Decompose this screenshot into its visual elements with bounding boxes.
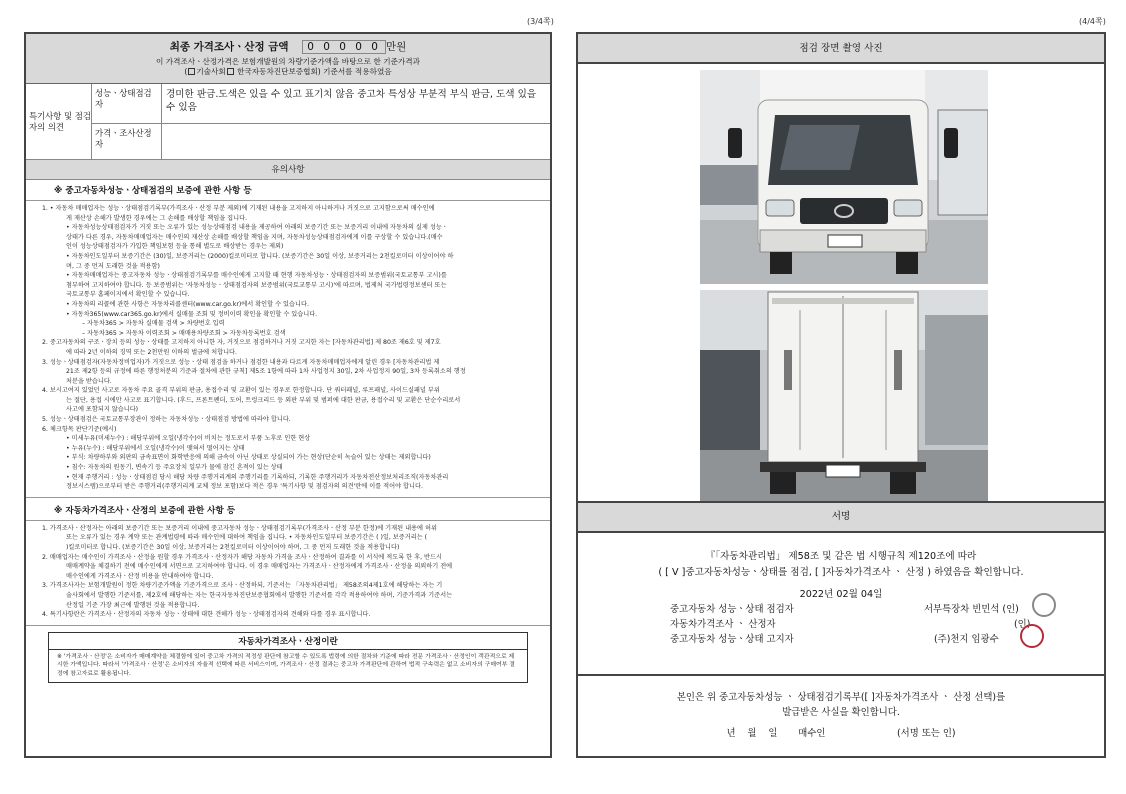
notice-line: )킬로미터로 합니다. (보증기간은 30일 이상, 보증거리는 2천킬로미터 이상이어야 하며, 그 중 먼저 도래한 것을 적용합니다) [66, 544, 400, 551]
appraiser-opinion-head: 가격ㆍ조사산정자 [92, 124, 162, 159]
appraiser-opinion-text [162, 124, 550, 159]
signature-title: 서명 [578, 501, 1104, 533]
law-line-2: ( [ V ]중고자동차성능ㆍ상태를 점검, [ ]자동차가격조사 ㆍ 산정 ) 하였음을 확인합니다. [658, 567, 1024, 578]
performance-warranty-heading: ※ 중고자동차성능ㆍ상태점검의 보증에 관한 사항 등 [54, 186, 252, 196]
notice-line: 인이 성능상태점검자가 가입한 책임보험 등을 통해 별도로 배상받는 경우는 제외) [66, 243, 284, 251]
notice-line: – 자동차365 > 자동차 이력조회 > 매매용차량조회 > 자동차등록번호 검색 [82, 329, 286, 337]
price-basis-line2: ( 기술사회 한국자동차진단보증협회) 기준서를 적용하였음 [184, 67, 392, 76]
notice-line: • 부식: 차량하부와 외판의 금속표면이 화학반응에 의해 금속이 아닌 상태로 상실되어 가는 현상(단순히 녹슬어 있는 상태는 제외합니다) [66, 454, 431, 462]
notice-line: 3. 가격조사자는 보험개발원이 정한 차량기준가액을 기준가격으로 조사ㆍ산정하되, 기준서는 「자동차관리법」 제58조의4제1호에 해당하는 자는 기 [42, 582, 443, 590]
right-page [576, 32, 1106, 758]
price-amount: 0 0 0 0 0 [302, 40, 386, 54]
inspector-name: 서부특장차 빈민석 (인) [924, 604, 1019, 615]
notice-title: 유의사항 [26, 160, 550, 180]
notice-line: – 자동차365 > 자동차 실매물 검색 > 차량번호 입력 [82, 320, 225, 328]
notice-line: 게 재산상 손해가 발생한 경우에는 그 손해를 배상할 책임을 집니다. [66, 214, 248, 222]
inspector-seal [1032, 593, 1056, 617]
notice-line: 1. 가격조사ㆍ산정자는 아래의 보증기간 또는 보증거리 이내에 중고자동차 성능ㆍ상태점검기록부(가격조사ㆍ산정 부분 한정)에 기재된 내용에 허위 [42, 524, 437, 532]
law-line-1: 『「자동차관리법」 제58조 및 같은 법 시행규칙 제120조에 따라 [705, 551, 977, 562]
notice-line: • 자동차매매업자는 중고자동차 성능ㆍ상태점검기록부를 매수인에게 고지할 때 현행 자동차성능ㆍ상태점검자의 보증범위(국토교통부 고시)를 [66, 272, 447, 280]
truck-front-photo [700, 70, 988, 284]
notice-line: 국토교통부 홈페이지에서 확인할 수 있습니다. [66, 291, 190, 299]
final-price-title: 최종 가격조사ㆍ산정 금액 [169, 41, 289, 53]
notice-line: 며, 그 중 먼저 도래한 것을 적용함) [66, 262, 160, 270]
notice-line: 6. 체크항목 판단기준(예시) [42, 425, 117, 433]
definition-title: 자동차가격조사ㆍ산정이란 [49, 633, 527, 650]
notice-line: 2. 매매업자는 매수인이 가격조사ㆍ산정을 원할 경우 가격조사ㆍ산정자가 해당 자동차 가격을 조사ㆍ산정하여 결과를 이 서식에 적도록 한 후, 반드시 [42, 553, 442, 561]
notice-line: 또는 오류가 있는 경우 계약 또는 관계법령에 따라 매수인에 대하여 책임을 집니다. • 자동차인도일부터 보증기간은 ( )일, 보증거리는 ( [66, 534, 428, 542]
opinion-label: 특기사항 및 점검자의 의견 [26, 84, 92, 159]
notice-line: 매수인에게 가격조사ㆍ산정 비용을 안내하여야 합니다. [66, 572, 214, 580]
notice-line: 첨부하여 고지하여야 합니다. 등 보증범위는 '자동차성능ㆍ상태점검자의 보증범위(국토교통부 고시)'에 따르며, 법제처 국가법령정보센터 또는 [66, 281, 447, 289]
notice-line: 21조 제2항 등의 규정에 따른 행정처분의 기준과 절차에 관한 규칙] 제5조 1항에 따라 1차 사업정지 30일, 2차 사업정지 90일, 3차 등록취소의 행정 [66, 368, 466, 376]
appraiser-sign: (인) [1014, 619, 1031, 630]
definition-text: ※ '가격조사ㆍ산정'은 소비자가 매매계약을 체결함에 있어 중고차 가격의 적정성 판단에 참고할 수 있도록 법령에 의한 절차와 기준에 따라 전문 가격조사ㆍ산정인이 객관적으로 제시한 가액입니다. 따라서 '가격조사ㆍ산정'은 소비자의 자율적 선택에 따른 서비스이며, 가격조사ㆍ산정 결과는 중고차 가격판단에 관하여 법적 구속력은 없고 소비자의 구매여부 결정에 참고자료로 활용됩니다. [57, 653, 515, 677]
notice-line: 처분을 받습니다. [66, 377, 112, 385]
notice-line: • 현재 주행거리 : 성능ㆍ상태점검 당시 해당 차량 주행거리계의 주행기리를 기록하되, 기록한 주행거리가 자동차전산정보처리조직(자동차관리 [66, 473, 449, 481]
notice-line: 2. 중고자동차의 구조ㆍ장치 등의 성능ㆍ상태를 고지하지 아니한 자, 거짓으로 점검하거나 거짓 고지한 자는 [자동차관리법] 제 80조 제6호 및 제7호 [42, 339, 441, 347]
price-basis-line1: 이 가격조사ㆍ산정가격은 보험개발원의 차량기준가액을 바탕으로 한 기준가격과 [156, 57, 420, 66]
final-price-section [26, 34, 550, 84]
inspector-opinion-text: 경미한 판금.도색은 있을 수 있고 표기치 않음 중고차 특성상 부분적 부식 판금, 도색 있을 수 있음 [166, 89, 537, 113]
notifier-role: 중고자동차 성능ㆍ상태 고지자 [670, 634, 794, 645]
notifier-seal [1020, 624, 1044, 648]
notice-line: 1. • 자동차 매매업자는 성능ㆍ상태점검기록부(가격조사ㆍ산정 부분 제외)에 기재된 내용을 고지하지 아니하거나 거짓으로 고지함으로써 매수인에 [42, 205, 435, 212]
notifier-name: (주)천지 임광수 [934, 634, 999, 645]
checkbox-tech-society[interactable] [188, 68, 195, 75]
receipt-line-3: 년 월 일 매수인 (서명 또는 인) [726, 728, 956, 739]
opinion-section [26, 84, 550, 160]
notice-line: 5. 성능ㆍ상태점검은 국토교통부장관이 정하는 자동차성능ㆍ상태점검 방법에 따라야 합니다. [42, 416, 291, 424]
notice-line: • 자동차인도일부터 보증기간은 (30)일, 보증거리는 (2000)킬로미터로 합니다. (보증기간은 30일 이상, 보증거리는 2천킬로미터 이상이어야 하 [66, 252, 454, 260]
notice-line: 에 따라 2년 이하의 징역 또는 2천만원 이하의 벌금에 처합니다. [66, 348, 237, 356]
price-warranty-body [26, 520, 550, 626]
notice-line: 사고에 포함되지 않습니다) [66, 406, 139, 414]
receipt-line-1: 본인은 위 중고자동차성능 ㆍ 상태점검기록부([ ]자동차가격조사 ㆍ 산정 선택)를 [676, 692, 1006, 703]
notice-line: 4. 보시고여지 있었던 사고로 자동차 주요 골격 부위의 판금, 용접수리 및 교환이 있는 경우로 한정합니다. 단 쿼터패널, 루프패널, 사이드실패널 부위 [42, 387, 440, 395]
notice-line: • 누유(누수) : 해당부위에서 오일(냉각수)이 맺혀서 떨어지는 상태 [66, 444, 245, 452]
appraiser-role: 자동차가격조사 ㆍ 산정자 [670, 619, 776, 630]
price-unit: 만원 [386, 41, 407, 53]
notice-line: • 침수: 자동차의 원동기, 변속기 등 주요장치 일부가 물에 잠긴 흔적이 있는 상태 [66, 464, 283, 472]
left-page [24, 32, 552, 758]
receipt-line-2: 발급받은 사실을 확인합니다. [782, 707, 900, 718]
notice-line: • 자동차의 리콜에 관한 사항은 자동차리콜센터(www.car.go.kr)에서 확인할 수 있습니다. [66, 300, 309, 308]
notice-line: 3. 성능ㆍ상태점검자(자동차정비업자)가 거짓으로 성능ㆍ상태 점검을 하거나 점검한 내용과 다르게 자동차매매업자에게 알린 경우 [자동차관리법 제 [42, 358, 440, 366]
page-number-left: (3/4쪽) [527, 17, 554, 26]
inspector-role: 중고자동차 성능ㆍ상태 점검자 [670, 604, 794, 615]
photo-section-title: 점검 장면 촬영 사진 [578, 34, 1104, 64]
inspector-opinion-head: 성능ㆍ상태점검자 [92, 84, 162, 123]
checkbox-association[interactable] [227, 68, 234, 75]
signature-date: 2022년 02월 04일 [799, 589, 883, 600]
truck-rear-photo [700, 290, 988, 502]
notice-line: • 자동차365(www.car365.go.kr)에서 실매물 조회 및 정비이력 확인을 확인할 수 있습니다. [66, 310, 318, 318]
notice-line: 4. 특기사항란은 가격조사ㆍ산정자의 자동차 성능ㆍ상태에 대한 견해가 성능ㆍ상태점검자의 견해와 다를 경우 표시합니다. [42, 611, 371, 619]
performance-warranty-body [26, 200, 550, 498]
notice-line: • 자동차성능상태점검자가 거짓 또는 오류가 있는 성능상태점검 내용을 제공하여 아래의 보증기간 또는 보증거리 이내에 자동차의 실제 성능ㆍ [66, 224, 448, 232]
notice-line: 매매계약을 체결하기 전에 매수인에게 서면으로 고지하여야 합니다. 이 경우 매매업자는 가격조사ㆍ산정자에게 가격조사ㆍ산정을 의뢰하기 전에 [66, 563, 453, 571]
page-number-right: (4/4쪽) [1079, 17, 1106, 26]
receipt-section [578, 674, 1104, 741]
notice-line: • 미세누유(미세누수) : 해당부위에 오일(냉각수)이 비치는 정도로서 부품 노후로 인한 현상 [66, 435, 311, 443]
notice-line: 술사회에서 발행한 기준서를, 제2호에 해당하는 자는 한국자동차진단보증협회에서 발행한 기준서를 각각 적용하여야 하며, 기준가격과 기준서는 [66, 591, 453, 599]
notice-line: 상태가 다른 경우, 자동차매매업자는 매수인의 재산상 손해를 배상할 책임을 지며, 자동차성능상태점검자에게 이를 구상할 수 있습니다.(매수 [66, 233, 443, 241]
notice-line: 정보시스템)으로부터 받은 주행거리(주행거리계 교체 정보 포함)보다 적은 경우 '특기사항 및 점검자의 의견'란에 이를 적어야 합니다. [66, 483, 423, 491]
price-warranty-heading: ※ 자동차가격조사ㆍ산정의 보증에 관한 사항 등 [54, 505, 236, 516]
notice-line: 산정일 기준 가장 최근에 발행된 것을 적용합니다. [66, 601, 200, 609]
signature-section [578, 549, 1104, 600]
notice-line: 는 절단, 용접 시에만 사고로 표기합니다. (후드, 프론트펜더, 도어, 트렁크리드 등 외판 부위 및 범퍼에 대한 판금, 용접수리 및 교환은 단순수리로서 [66, 396, 461, 404]
definition-box [48, 632, 528, 683]
